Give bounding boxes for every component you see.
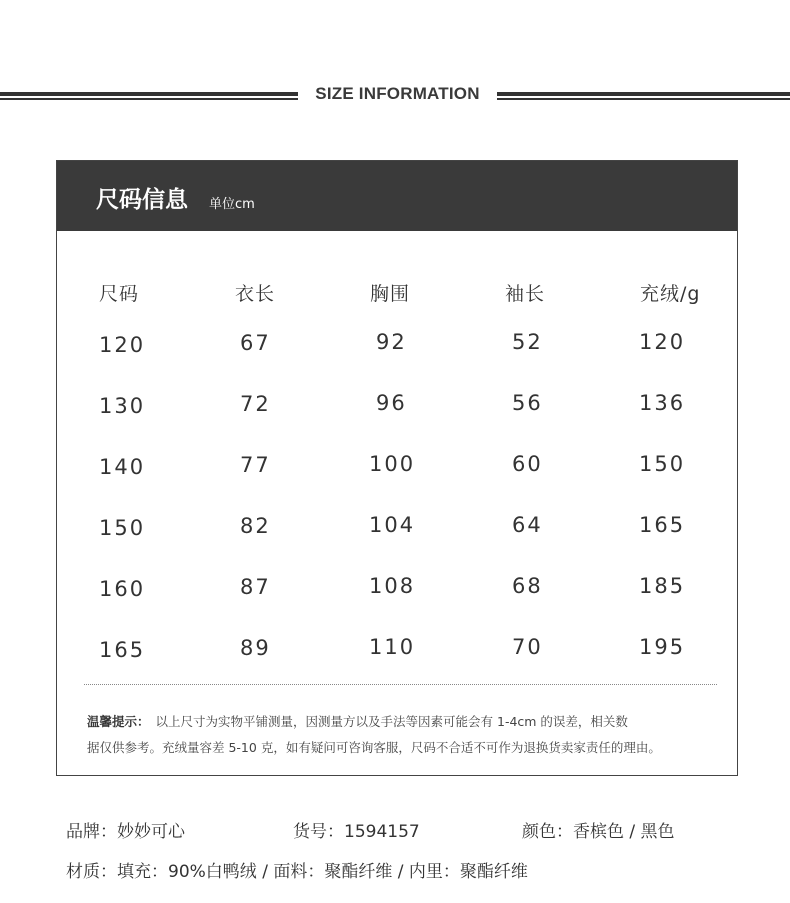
table-cell: 87 (240, 575, 271, 599)
table-cell: 195 (639, 635, 686, 659)
table-cell: 64 (512, 513, 543, 537)
heading-title: SIZE INFORMATION (315, 84, 480, 103)
notes-text-1: 以上尺寸为实物平铺测量，因测量方以及手法等因素可能会有 1-4cm 的误差，相关数 (155, 714, 628, 729)
table-cell: 60 (512, 452, 543, 476)
table-cell: 52 (512, 330, 543, 354)
item-number-info: 货号：1594157 (293, 822, 420, 842)
table-cell: 96 (376, 391, 407, 415)
table-cell: 77 (240, 453, 271, 477)
header-length: 衣长 (235, 283, 276, 305)
color-info: 颜色：香槟色 / 黑色 (522, 822, 675, 842)
header-chest: 胸围 (370, 283, 411, 305)
table-cell: 89 (240, 636, 271, 660)
card-title: 尺码信息 (96, 187, 188, 213)
size-table-card (56, 160, 738, 776)
header-down-fill: 充绒/g (640, 283, 701, 305)
notes-block (87, 709, 727, 761)
table-cell: 70 (512, 635, 543, 659)
heading-right-rule (497, 92, 790, 100)
brand-info: 品牌：妙妙可心 (66, 822, 185, 842)
table-cell: 165 (639, 513, 686, 537)
table-cell: 56 (512, 391, 543, 415)
material-info: 材质：填充：90%白鸭绒 / 面料：聚酯纤维 / 内里：聚酯纤维 (66, 862, 528, 882)
dotted-divider (84, 684, 717, 685)
notes-text-2: 据仅供参考。充绒量容差 5-10 克，如有疑问可咨询客服，尺码不合适不可作为退换货卖家责任的理由。 (87, 740, 661, 755)
table-cell: 108 (369, 574, 416, 598)
notes-label: 温馨提示： (87, 714, 150, 729)
table-cell: 67 (240, 331, 271, 355)
table-cell: 185 (639, 574, 686, 598)
size-information-heading (0, 80, 790, 110)
table-cell: 120 (99, 333, 146, 357)
table-cell: 165 (99, 638, 146, 662)
table-cell: 130 (99, 394, 146, 418)
table-cell: 92 (376, 330, 407, 354)
table-cell: 120 (639, 330, 686, 354)
table-cell: 136 (639, 391, 686, 415)
table-cell: 68 (512, 574, 543, 598)
table-cell: 100 (369, 452, 416, 476)
header-size: 尺码 (99, 283, 140, 305)
heading-left-rule (0, 92, 298, 100)
notes-line-1 (87, 709, 727, 735)
table-cell: 160 (99, 577, 146, 601)
header-sleeve: 袖长 (505, 283, 546, 305)
table-cell: 72 (240, 392, 271, 416)
table-cell: 104 (369, 513, 416, 537)
table-cell: 140 (99, 455, 146, 479)
card-unit: 单位cm (209, 197, 255, 212)
card-header (57, 161, 737, 231)
table-cell: 82 (240, 514, 271, 538)
table-cell: 150 (639, 452, 686, 476)
table-cell: 150 (99, 516, 146, 540)
table-cell: 110 (369, 635, 416, 659)
